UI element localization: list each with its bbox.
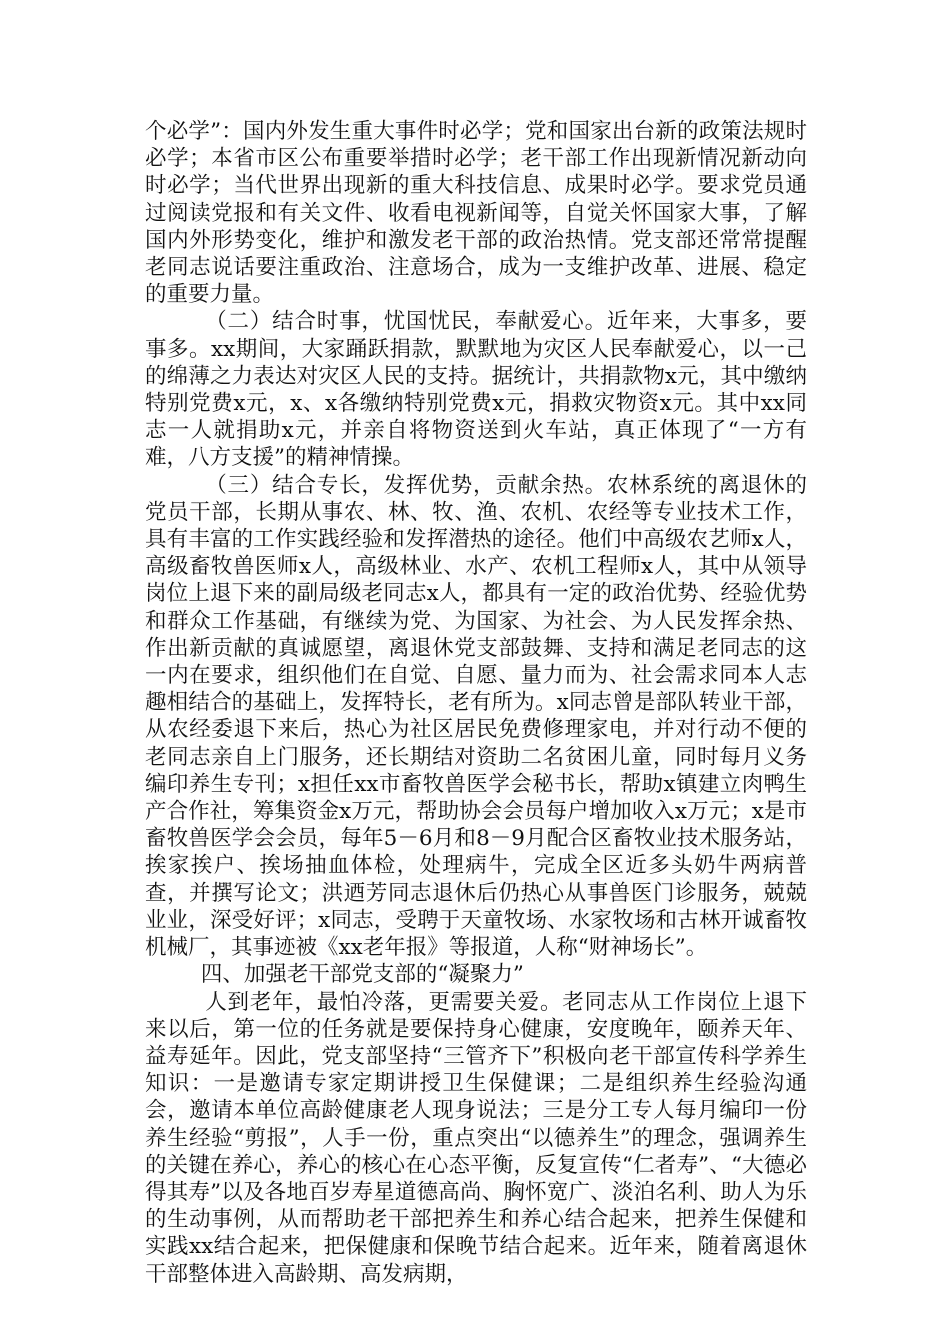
- paragraph-section-two: （二）结合时事，忧国忧民，奉献爱心。近年来，大事多，要事多。xx期间，大家踊跃捐款，默默地为灾区人民奉献爱心，以一己的绵薄之力表达对灾区人民的支持。据统计，共捐款物x元，其中缴纳特别党费x元，x、x各缴纳特别党费x元，捐救灾物资x元。其中xx同志一人就捐助x元，并亲自将物资送到火车站，真正体现了“一方有难，八方支援”的精神情操。: [145, 309, 807, 471]
- paragraph-section-three: （三）结合专长，发挥优势，贡献余热。农林系统的离退休的党员干部，长期从事农、林、牧、渔、农机、农经等专业技术工作，具有丰富的工作实践经验和发挥潜热的途径。他们中高级农艺师x人，高级畜牧兽医师x人，高级林业、水产、农机工程师x人，其中从领导岗位上退下来的副局级老同志x人，都具有一定的政治优势、经验优势和群众工作基础，有继续为党、为国家、为社会、为人民发挥余热、作出新贡献的真诚愿望，离退休党支部鼓舞、支持和满足老同志的这一内在要求，组织他们在自觉、自愿、量力而为、社会需求同本人志趣相结合的基础上，发挥特长，老有所为。x同志曾是部队转业干部，从农经委退下来后，热心为社区居民免费修理家电，并对行动不便的老同志亲自上门服务，还长期结对资助二名贫困儿童，同时每月义务编印养生专刊；x担任xx市畜牧兽医学会秘书长，帮助x镇建立肉鸭生产合作社，筹集资金x万元，帮助协会会员每户增加收入x万元；x是市畜牧兽医学会会员，每年5－6月和8－9月配合区畜牧业技术服务站，挨家挨户、挨场抽血体检，处理病牛，完成全区近多头奶牛两病普查，并撰写论文；洪迺芳同志退休后仍热心从事兽医门诊服务，兢兢业业，深受好评；x同志，受聘于天童牧场、水家牧场和古林开诚畜牧机械厂，其事迹被《xx老年报》等报道，人称“财神场长”。: [145, 472, 807, 961]
- paragraph-section-four: 人到老年，最怕冷落，更需要关爱。老同志从工作岗位上退下来以后，第一位的任务就是要保持身心健康，安度晚年，颐养天年、益寿延年。因此，党支部坚持“三管齐下”积极向老干部宣传科学养生知识：一是邀请专家定期讲授卫生保健课；二是组织养生经验沟通会，邀请本单位高龄健康老人现身说法；三是分工专人每月编印一份养生经验“剪报”，人手一份，重点突出“以德养生”的理念，强调养生的关键在养心，养心的核心在心态平衡，反复宣传“仁者寿”、“大德必得其寿”以及各地百岁寿星道德高尚、胸怀宽广、淡泊名利、助人为乐的生动事例，从而帮助老干部把养生和养心结合起来，把养生保健和实践xx结合起来，把保健康和保晚节结合起来。近年来，随着离退休干部整体进入高龄期、高发病期，: [145, 989, 807, 1287]
- paragraph-continuation: 个必学”：国内外发生重大事件时必学；党和国家出台新的政策法规时必学；本省市区公布重要举措时必学；老干部工作出现新情况新动向时必学；当代世界出现新的重大科技信息、成果时必学。要求党员通过阅读党报和有关文件、收看电视新闻等，自觉关怀国家大事，了解国内外形势变化，维护和激发老干部的政治热情。党支部还常常提醒老同志说话要注重政治、注意场合，成为一支维护改革、进展、稳定的重要力量。: [145, 119, 807, 308]
- section-heading-four: 四、加强老干部党支部的“凝聚力”: [200, 962, 524, 988]
- document-body: [145, 118, 807, 1288]
